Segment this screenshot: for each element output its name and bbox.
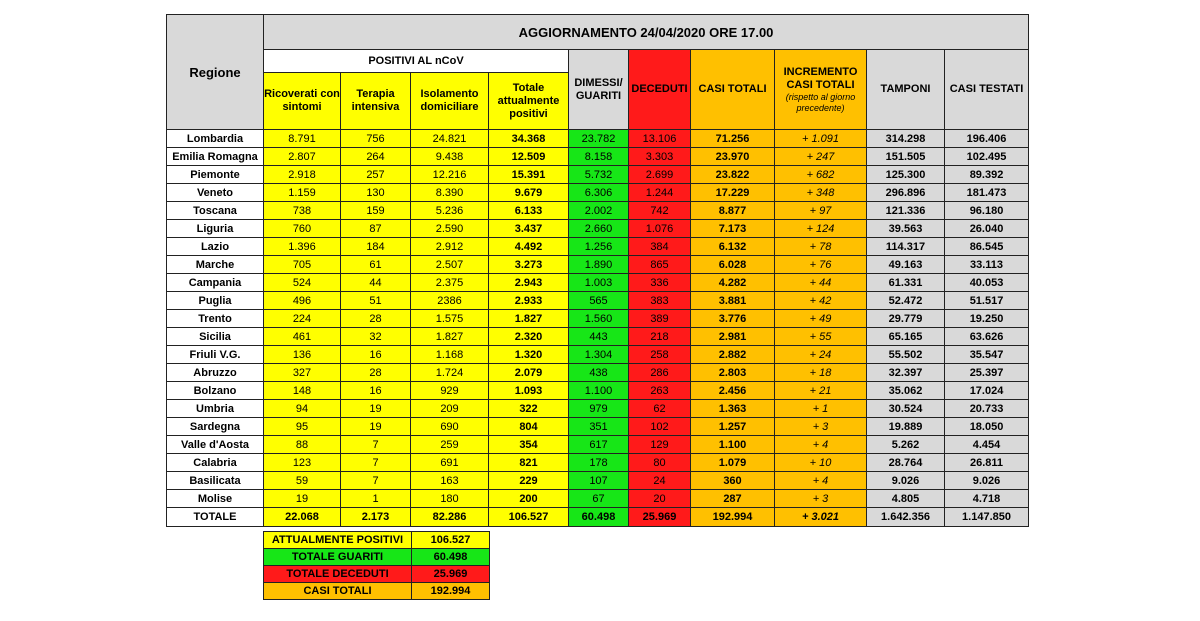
cell-deceduti: 80: [629, 454, 691, 472]
summary-value: 60.498: [412, 549, 490, 566]
cell-tamponi: 151.505: [867, 148, 945, 166]
header-totale-positivi: Totale attualmente positivi: [489, 73, 569, 130]
cell-ricoverati: 1.159: [264, 184, 341, 202]
cell-totale-positivi: 2.943: [489, 274, 569, 292]
cell-totale-positivi: 3.437: [489, 220, 569, 238]
cell-dimessi: 6.306: [569, 184, 629, 202]
cell-tamponi: 296.896: [867, 184, 945, 202]
cell-totale-positivi: 15.391: [489, 166, 569, 184]
cell-casi-testati: 181.473: [945, 184, 1029, 202]
total-row: [167, 508, 1029, 527]
cell-ricoverati: 2.807: [264, 148, 341, 166]
cell-terapia: 51: [341, 292, 411, 310]
cell-regione: Calabria: [167, 454, 264, 472]
cell-casi-totali: 1.257: [691, 418, 775, 436]
cell-tamponi: 49.163: [867, 256, 945, 274]
table-row: [167, 346, 1029, 364]
cell-ricoverati: 136: [264, 346, 341, 364]
cell-deceduti: 286: [629, 364, 691, 382]
cell-casi-testati: 4.454: [945, 436, 1029, 454]
cell-ricoverati: 738: [264, 202, 341, 220]
cell-incremento: + 247: [775, 148, 867, 166]
cell-deceduti: 742: [629, 202, 691, 220]
header-deceduti: DECEDUTI: [629, 50, 691, 130]
cell-casi-totali: 1.079: [691, 454, 775, 472]
cell-tamponi: 19.889: [867, 418, 945, 436]
cell-isolamento: 9.438: [411, 148, 489, 166]
header-incremento: [775, 50, 867, 130]
cell-casi-totali: 2.882: [691, 346, 775, 364]
cell-deceduti: 102: [629, 418, 691, 436]
cell-ricoverati: 2.918: [264, 166, 341, 184]
header-ricoverati: Ricoverati con sintomi: [264, 73, 341, 130]
cell-ricoverati: 524: [264, 274, 341, 292]
table-body: [167, 130, 1029, 527]
cell-regione: Friuli V.G.: [167, 346, 264, 364]
cell-casi-testati: 25.397: [945, 364, 1029, 382]
cell-incremento: + 24: [775, 346, 867, 364]
cell-deceduti: 1.244: [629, 184, 691, 202]
cell-incremento: + 44: [775, 274, 867, 292]
cell-dimessi: 565: [569, 292, 629, 310]
cell-deceduti: 383: [629, 292, 691, 310]
cell-isolamento: 5.236: [411, 202, 489, 220]
table-row: [167, 220, 1029, 238]
cell-dimessi: 8.158: [569, 148, 629, 166]
cell-deceduti: 24: [629, 472, 691, 490]
cell-tamponi: 5.262: [867, 436, 945, 454]
cell-totale-positivi: 2.933: [489, 292, 569, 310]
cell-dimessi: 1.890: [569, 256, 629, 274]
cell-casi-totali: 8.877: [691, 202, 775, 220]
cell-tamponi: 114.317: [867, 238, 945, 256]
cell-isolamento: 2.375: [411, 274, 489, 292]
cell-casi-totali: 1.363: [691, 400, 775, 418]
cell-deceduti: 263: [629, 382, 691, 400]
cell-totale-positivi: 354: [489, 436, 569, 454]
cell-isolamento: 1.827: [411, 328, 489, 346]
cell-totale-positivi: 3.273: [489, 256, 569, 274]
table-row: [167, 364, 1029, 382]
cell-regione: Campania: [167, 274, 264, 292]
cell-regione: Valle d'Aosta: [167, 436, 264, 454]
cell-totale-positivi: 2.320: [489, 328, 569, 346]
cell-incremento: + 42: [775, 292, 867, 310]
cell-tamponi: 4.805: [867, 490, 945, 508]
cell-casi-totali: 6.132: [691, 238, 775, 256]
cell-ricoverati: 705: [264, 256, 341, 274]
cell-casi-testati: 51.517: [945, 292, 1029, 310]
cell-casi-totali: 7.173: [691, 220, 775, 238]
cell-isolamento: 209: [411, 400, 489, 418]
summary-value: 25.969: [412, 566, 490, 583]
cell-incremento: + 21: [775, 382, 867, 400]
cell-ricoverati: 760: [264, 220, 341, 238]
covid-region-table: [166, 14, 1029, 527]
cell-deceduti: 865: [629, 256, 691, 274]
cell-tamponi: 30.524: [867, 400, 945, 418]
header-terapia: Terapia intensiva: [341, 73, 411, 130]
table-row: [167, 256, 1029, 274]
cell-terapia: 756: [341, 130, 411, 148]
cell-incremento: + 10: [775, 454, 867, 472]
summary-value: 192.994: [412, 583, 490, 600]
header-incremento-label: INCREMENTO CASI TOTALI: [783, 65, 858, 91]
cell-ricoverati: 8.791: [264, 130, 341, 148]
cell-totale-positivi: 229: [489, 472, 569, 490]
cell-incremento: + 1.091: [775, 130, 867, 148]
cell-totale-positivi: 9.679: [489, 184, 569, 202]
cell-terapia: 264: [341, 148, 411, 166]
cell-deceduti: 13.106: [629, 130, 691, 148]
cell-incremento: + 97: [775, 202, 867, 220]
cell-isolamento: 929: [411, 382, 489, 400]
cell-deceduti: 384: [629, 238, 691, 256]
cell-casi-testati: 26.040: [945, 220, 1029, 238]
cell-incremento: + 682: [775, 166, 867, 184]
cell-totale-positivi: 1.093: [489, 382, 569, 400]
cell-incremento: + 3: [775, 418, 867, 436]
summary-label: TOTALE DECEDUTI: [264, 566, 412, 583]
cell-isolamento: 180: [411, 490, 489, 508]
cell-terapia: 16: [341, 346, 411, 364]
header-incremento-note: (rispetto al giorno precedente): [785, 91, 856, 113]
cell-regione: Piemonte: [167, 166, 264, 184]
cell-terapia: 44: [341, 274, 411, 292]
cell-dimessi: 2.660: [569, 220, 629, 238]
summary-row: [264, 583, 490, 600]
summary-value: 106.527: [412, 532, 490, 549]
cell-regione: Veneto: [167, 184, 264, 202]
cell-deceduti: 20: [629, 490, 691, 508]
table-row: [167, 148, 1029, 166]
cell-ricoverati: 461: [264, 328, 341, 346]
cell-totale-positivi: 804: [489, 418, 569, 436]
table-row: [167, 454, 1029, 472]
cell-tamponi: 29.779: [867, 310, 945, 328]
cell-terapia: 16: [341, 382, 411, 400]
cell-dimessi: 60.498: [569, 508, 629, 527]
cell-terapia: 184: [341, 238, 411, 256]
cell-terapia: 2.173: [341, 508, 411, 527]
cell-regione: Toscana: [167, 202, 264, 220]
cell-deceduti: 258: [629, 346, 691, 364]
cell-casi-testati: 196.406: [945, 130, 1029, 148]
cell-isolamento: 1.724: [411, 364, 489, 382]
table-row: [167, 472, 1029, 490]
cell-casi-totali: 1.100: [691, 436, 775, 454]
table-row: [167, 490, 1029, 508]
cell-totale-positivi: 4.492: [489, 238, 569, 256]
cell-incremento: + 78: [775, 238, 867, 256]
header-dimessi: DIMESSI/ GUARITI: [569, 50, 629, 130]
cell-casi-totali: 2.456: [691, 382, 775, 400]
cell-totale-positivi: 1.827: [489, 310, 569, 328]
cell-ricoverati: 123: [264, 454, 341, 472]
cell-casi-testati: 40.053: [945, 274, 1029, 292]
cell-casi-testati: 1.147.850: [945, 508, 1029, 527]
cell-regione: Molise: [167, 490, 264, 508]
table-row: [167, 400, 1029, 418]
cell-casi-testati: 20.733: [945, 400, 1029, 418]
cell-regione: Lazio: [167, 238, 264, 256]
summary-label: TOTALE GUARITI: [264, 549, 412, 566]
table-row: [167, 184, 1029, 202]
cell-dimessi: 5.732: [569, 166, 629, 184]
cell-casi-totali: 287: [691, 490, 775, 508]
cell-isolamento: 2.507: [411, 256, 489, 274]
cell-casi-testati: 4.718: [945, 490, 1029, 508]
cell-tamponi: 32.397: [867, 364, 945, 382]
cell-incremento: + 3: [775, 490, 867, 508]
cell-tamponi: 65.165: [867, 328, 945, 346]
cell-tamponi: 1.642.356: [867, 508, 945, 527]
cell-ricoverati: 19: [264, 490, 341, 508]
cell-incremento: + 76: [775, 256, 867, 274]
cell-tamponi: 125.300: [867, 166, 945, 184]
cell-dimessi: 178: [569, 454, 629, 472]
cell-casi-totali: 17.229: [691, 184, 775, 202]
cell-isolamento: 12.216: [411, 166, 489, 184]
cell-isolamento: 163: [411, 472, 489, 490]
cell-isolamento: 691: [411, 454, 489, 472]
cell-dimessi: 1.304: [569, 346, 629, 364]
cell-ricoverati: 88: [264, 436, 341, 454]
header-regione: Regione: [167, 15, 264, 130]
table-row: [167, 310, 1029, 328]
summary-label: ATTUALMENTE POSITIVI: [264, 532, 412, 549]
cell-casi-totali: 192.994: [691, 508, 775, 527]
cell-regione: Trento: [167, 310, 264, 328]
summary-label: CASI TOTALI: [264, 583, 412, 600]
cell-dimessi: 23.782: [569, 130, 629, 148]
cell-regione: Basilicata: [167, 472, 264, 490]
cell-dimessi: 2.002: [569, 202, 629, 220]
cell-terapia: 28: [341, 310, 411, 328]
cell-totale-positivi: 106.527: [489, 508, 569, 527]
cell-ricoverati: 59: [264, 472, 341, 490]
cell-terapia: 1: [341, 490, 411, 508]
table-row: [167, 166, 1029, 184]
cell-casi-totali: 360: [691, 472, 775, 490]
cell-totale-positivi: 1.320: [489, 346, 569, 364]
cell-regione: Liguria: [167, 220, 264, 238]
summary-row: [264, 532, 490, 549]
cell-casi-totali: 4.282: [691, 274, 775, 292]
cell-regione: Umbria: [167, 400, 264, 418]
table-row: [167, 382, 1029, 400]
cell-terapia: 19: [341, 400, 411, 418]
cell-totale-positivi: 200: [489, 490, 569, 508]
cell-terapia: 87: [341, 220, 411, 238]
header-casi-totali: CASI TOTALI: [691, 50, 775, 130]
cell-casi-totali: 2.981: [691, 328, 775, 346]
cell-ricoverati: 496: [264, 292, 341, 310]
cell-isolamento: 24.821: [411, 130, 489, 148]
table-row: [167, 202, 1029, 220]
table-row: [167, 238, 1029, 256]
cell-tamponi: 28.764: [867, 454, 945, 472]
cell-terapia: 61: [341, 256, 411, 274]
cell-regione: Lombardia: [167, 130, 264, 148]
header-isolamento: Isolamento domiciliare: [411, 73, 489, 130]
cell-ricoverati: 327: [264, 364, 341, 382]
cell-incremento: + 348: [775, 184, 867, 202]
cell-terapia: 7: [341, 454, 411, 472]
cell-totale-positivi: 2.079: [489, 364, 569, 382]
cell-totale-positivi: 6.133: [489, 202, 569, 220]
cell-regione: Marche: [167, 256, 264, 274]
cell-dimessi: 438: [569, 364, 629, 382]
cell-terapia: 28: [341, 364, 411, 382]
cell-casi-testati: 89.392: [945, 166, 1029, 184]
cell-deceduti: 2.699: [629, 166, 691, 184]
cell-regione: Bolzano: [167, 382, 264, 400]
cell-ricoverati: 1.396: [264, 238, 341, 256]
cell-totale-positivi: 322: [489, 400, 569, 418]
cell-totale-positivi: 34.368: [489, 130, 569, 148]
cell-incremento: + 18: [775, 364, 867, 382]
cell-casi-testati: 86.545: [945, 238, 1029, 256]
cell-casi-testati: 102.495: [945, 148, 1029, 166]
cell-isolamento: 82.286: [411, 508, 489, 527]
cell-isolamento: 690: [411, 418, 489, 436]
cell-casi-testati: 17.024: [945, 382, 1029, 400]
cell-dimessi: 617: [569, 436, 629, 454]
table-title: AGGIORNAMENTO 24/04/2020 ORE 17.00: [264, 15, 1029, 50]
cell-tamponi: 121.336: [867, 202, 945, 220]
cell-deceduti: 129: [629, 436, 691, 454]
cell-ricoverati: 22.068: [264, 508, 341, 527]
cell-dimessi: 1.256: [569, 238, 629, 256]
cell-incremento: + 4: [775, 472, 867, 490]
cell-ricoverati: 148: [264, 382, 341, 400]
cell-casi-testati: 18.050: [945, 418, 1029, 436]
cell-casi-totali: 2.803: [691, 364, 775, 382]
cell-casi-totali: 23.822: [691, 166, 775, 184]
cell-isolamento: 8.390: [411, 184, 489, 202]
cell-casi-testati: 96.180: [945, 202, 1029, 220]
cell-tamponi: 52.472: [867, 292, 945, 310]
cell-casi-testati: 33.113: [945, 256, 1029, 274]
cell-tamponi: 55.502: [867, 346, 945, 364]
cell-casi-totali: 6.028: [691, 256, 775, 274]
cell-isolamento: 2.590: [411, 220, 489, 238]
table-row: [167, 292, 1029, 310]
cell-casi-testati: 19.250: [945, 310, 1029, 328]
cell-tamponi: 9.026: [867, 472, 945, 490]
header-tamponi: TAMPONI: [867, 50, 945, 130]
cell-tamponi: 39.563: [867, 220, 945, 238]
cell-ricoverati: 224: [264, 310, 341, 328]
summary-table: [263, 531, 490, 600]
cell-dimessi: 67: [569, 490, 629, 508]
cell-terapia: 7: [341, 436, 411, 454]
cell-deceduti: 25.969: [629, 508, 691, 527]
table-row: [167, 436, 1029, 454]
cell-dimessi: 1.560: [569, 310, 629, 328]
cell-dimessi: 443: [569, 328, 629, 346]
cell-isolamento: 259: [411, 436, 489, 454]
header-casi-testati: CASI TESTATI: [945, 50, 1029, 130]
cell-incremento: + 3.021: [775, 508, 867, 527]
cell-deceduti: 336: [629, 274, 691, 292]
cell-regione: Emilia Romagna: [167, 148, 264, 166]
table-row: [167, 418, 1029, 436]
cell-casi-testati: 9.026: [945, 472, 1029, 490]
table-row: [167, 130, 1029, 148]
cell-dimessi: 1.003: [569, 274, 629, 292]
summary-row: [264, 549, 490, 566]
cell-regione: TOTALE: [167, 508, 264, 527]
cell-regione: Puglia: [167, 292, 264, 310]
cell-totale-positivi: 12.509: [489, 148, 569, 166]
cell-ricoverati: 94: [264, 400, 341, 418]
cell-deceduti: 3.303: [629, 148, 691, 166]
cell-casi-testati: 35.547: [945, 346, 1029, 364]
cell-totale-positivi: 821: [489, 454, 569, 472]
cell-casi-totali: 23.970: [691, 148, 775, 166]
cell-incremento: + 124: [775, 220, 867, 238]
cell-terapia: 32: [341, 328, 411, 346]
cell-ricoverati: 95: [264, 418, 341, 436]
cell-incremento: + 49: [775, 310, 867, 328]
cell-casi-totali: 71.256: [691, 130, 775, 148]
cell-terapia: 19: [341, 418, 411, 436]
cell-incremento: + 1: [775, 400, 867, 418]
cell-terapia: 130: [341, 184, 411, 202]
cell-terapia: 159: [341, 202, 411, 220]
cell-deceduti: 62: [629, 400, 691, 418]
cell-tamponi: 61.331: [867, 274, 945, 292]
cell-dimessi: 979: [569, 400, 629, 418]
cell-casi-testati: 63.626: [945, 328, 1029, 346]
table-row: [167, 328, 1029, 346]
cell-isolamento: 1.168: [411, 346, 489, 364]
cell-incremento: + 55: [775, 328, 867, 346]
cell-regione: Abruzzo: [167, 364, 264, 382]
cell-deceduti: 1.076: [629, 220, 691, 238]
cell-isolamento: 1.575: [411, 310, 489, 328]
cell-dimessi: 1.100: [569, 382, 629, 400]
cell-isolamento: 2.912: [411, 238, 489, 256]
cell-casi-totali: 3.881: [691, 292, 775, 310]
cell-casi-totali: 3.776: [691, 310, 775, 328]
cell-deceduti: 389: [629, 310, 691, 328]
cell-casi-testati: 26.811: [945, 454, 1029, 472]
cell-tamponi: 35.062: [867, 382, 945, 400]
cell-terapia: 7: [341, 472, 411, 490]
table-row: [167, 274, 1029, 292]
summary-row: [264, 566, 490, 583]
cell-regione: Sicilia: [167, 328, 264, 346]
cell-tamponi: 314.298: [867, 130, 945, 148]
cell-regione: Sardegna: [167, 418, 264, 436]
cell-dimessi: 351: [569, 418, 629, 436]
cell-isolamento: 2386: [411, 292, 489, 310]
header-positivi-group: POSITIVI AL nCoV: [264, 50, 569, 73]
cell-incremento: + 4: [775, 436, 867, 454]
cell-terapia: 257: [341, 166, 411, 184]
cell-dimessi: 107: [569, 472, 629, 490]
cell-deceduti: 218: [629, 328, 691, 346]
